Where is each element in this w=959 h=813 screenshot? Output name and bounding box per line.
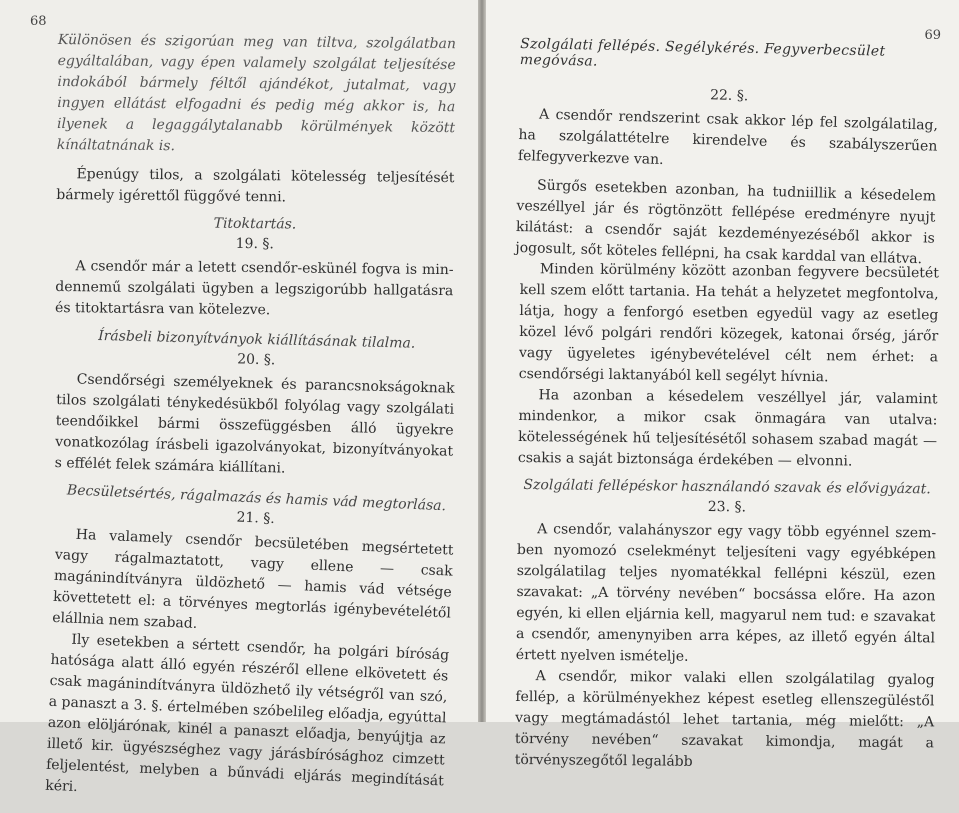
paragraph: A csendőr, valahányszor egy vagy több egyénnel szemben nyomozó cselekményt teljesíteni vagy egyébképen szolgálatilag teljes nyomatékkal fellépni készül, ezen szavakat: „A törvény nevében“ bocsássa előre. Ha azon egyén, ki ellen eljárnia kell, magyarul nem tud: e szavakat a csendőr, amenynyiben arra képes, az illető egyén által értett nyelven ismételje.: [515, 521, 937, 665]
section-number: 22. §.: [709, 87, 749, 105]
paragraph: Csendőrségi személyeknek és parancsnokságoknak tilos szolgálati ténykedésükből folyólag vagy szolgálati teendőikkel bármi összefüggésben álló ügyekre vonatkozólag írásbeli igazolványokat, bizonyítványokat s effélét felek számára kiállítani.: [54, 371, 455, 477]
running-head: Szolgálati fellépés. Segélykérés. Fegyverbecsület megóvása.: [519, 36, 886, 70]
paragraph: A csendőr, mikor valaki ellen szolgálatilag gyalog fellép, a körülményekhez képest esetleg ellenszegüléstől vagy megtámadástól lehet tartania, még mielőtt: „A törvény nevében“ szavakat kimondja, magát a törvényszegőtől legalább: [514, 668, 935, 770]
paragraph: Ha valamely csendőr becsületében megsértetett vagy rágalmaztatott, vagy ellene — csak magánindítványra üldözhető — hamis vád vétsége követtetett el: a törvényes megtorlás igénybevételétől elállnia nem szabad.: [51, 526, 454, 632]
text-block: [45, 482, 456, 813]
right-page: [486, 0, 959, 770]
book-gutter: [478, 0, 486, 722]
paragraph: Ily esetekben a sértett csendőr, ha polgári bíróság hatósága alatt álló egyén részéről ellene elkövetett és csak magánindítványra üldözhető ily vétségről van szó, a panaszt a 3. §. értelmében szóbelileg előadja, egyúttal azon elöljárónak, kinél a panaszt előadja, benyújtja az illető kir. ügyészséghez vagy járásbírósághoz cimzett feljelentést, melyben a bűnvádi eljárás megindítását kéri.: [44, 631, 450, 796]
paragraph: Ha azonban a késedelem veszéllyel jár, valamint mindenkor, a mikor csak önmagára van utalva: kötelességének hű teljesítésétől sohasem szabad magát — csakis a saját biztonsága érdekében — elvonni.: [517, 387, 938, 470]
paragraph: A csendőr rendszerint csak akkor lép fel szolgálatilag, ha szolgálattételre kirendelve és szabályszerűen felfegyverkezve van.: [517, 106, 939, 169]
section-number: 21. §.: [236, 509, 276, 528]
section-number: 19. §.: [235, 235, 274, 253]
section-number: 20. §.: [236, 351, 276, 369]
text-block: [515, 259, 939, 775]
text-block: [54, 327, 455, 484]
section-heading: Titoktartás.: [213, 215, 297, 233]
section-heading: Szolgálati fellépéskor használandó szavak és elővigyázat.: [523, 477, 931, 498]
paragraph: A csendőr már a letett csendőr-eskünél fogva is mindennemű szolgálati ügyben a legszigorúbb hallgatásra és titoktartásra van kötelezve.: [55, 258, 454, 319]
left-page: [0, 0, 478, 796]
paragraph: Minden körülmény között azonban fegyvere becsületét kell szem előtt tartania. Ha tehát a helyzetet megfontolva, látja, hogy a fenforgó esetben egyedül vagy az esetleg közel lévő polgári rendőri közegek, katonai őrség, járőr vagy ügyeletes igénybevételével célt nem érhet: a csendőrségi laktanyából kell segélyt hívnia.: [518, 261, 939, 386]
paragraph: Sürgős esetekben azonban, ha tudniillik a késedelem veszéllyel jár és rögtönzött fellépése eredményre nyujt kilátást: a csendőr saját kezdeményezéséből akkor is jogosult, sőt köteles fellépni, ha csak karddal van ellátva.: [515, 177, 937, 268]
section-number: 23. §.: [707, 498, 747, 516]
page-number: 68: [30, 14, 47, 29]
section-heading: Írásbeli bizonyítványok kiállításának tilalma.: [97, 327, 416, 352]
section-heading: Becsületsértés, rágalmazás és hamis vád megtorlása.: [66, 482, 447, 515]
paragraph: Különösen és szigorúan meg van tiltva, szolgálatban egyáltalában, vagy épen valamely szolgálat teljesítése indokából bármely féltől ajándékot, jutalmat, vagy ingyen ellátást elfogadni és pedig még akkor is, ha ilyenek a legaggálytalanabb körülmények között kínáltatnának is.: [56, 31, 456, 155]
text-block: [55, 30, 456, 323]
page-number: 69: [924, 28, 941, 43]
paragraph: Épenúgy tilos, a szolgálati kötelesség teljesítését bármely igérettől függővé tenni.: [56, 166, 455, 206]
text-block: [515, 82, 939, 271]
